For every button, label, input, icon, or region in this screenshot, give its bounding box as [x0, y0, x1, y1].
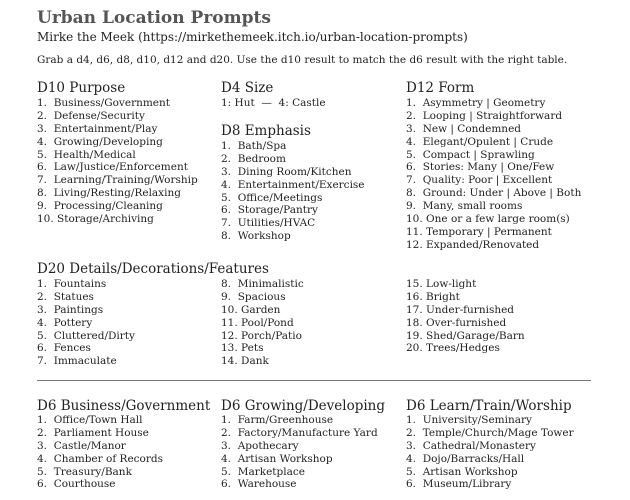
list-item: 4. Entertainment/Exercise: [221, 178, 365, 191]
list-item: 1. Office/Town Hall: [37, 414, 143, 426]
list-item: 1. Business/Government: [37, 97, 170, 109]
list-item: 2. Temple/Church/Mage Tower: [406, 426, 574, 439]
list-item: 5. Cluttered/Dirty: [37, 329, 135, 342]
list-item: 17. Under-furnished: [406, 303, 515, 316]
list-item: 20. Trees/Hedges: [406, 342, 500, 355]
list-item: 2. Bedroom: [221, 152, 286, 165]
list-item: 2. Defense/Security: [37, 109, 145, 122]
author-credit: Mirke the Meek (https://mirkethemeek.itch.io/urban-location-prompts): [37, 30, 468, 44]
list-item: 7. Learning/Training/Worship: [37, 174, 198, 187]
list-item: 18. Over-furnished: [406, 316, 507, 329]
list-item: 9. Many, small rooms: [406, 200, 523, 213]
list-item: 3. Castle/Manor: [37, 439, 126, 452]
list-item: 1. University/Seminary: [406, 414, 532, 426]
list-item: 3. New | Condemned: [406, 122, 522, 135]
list-item: 3. Entertainment/Play: [37, 122, 158, 135]
list-item: 2. Factory/Manufacture Yard: [221, 426, 378, 439]
list-item: 1. Fountains: [37, 278, 107, 290]
list-item: 6. Law/Justice/Enforcement: [37, 161, 188, 174]
list-item: 8. Living/Resting/Relaxing: [37, 187, 181, 200]
list-item: 6. Storage/Pantry: [221, 204, 318, 217]
d12-form-list: [406, 97, 581, 252]
list-item: 5. Compact | Sprawling: [406, 148, 535, 161]
list-item: 1. Farm/Greenhouse: [221, 414, 334, 426]
list-item: 7. Immaculate: [37, 355, 117, 368]
list-item: 4. Growing/Developing: [37, 135, 163, 148]
list-item: 2. Parliament House: [37, 426, 149, 439]
d6-growing-heading: D6 Growing/Developing: [221, 398, 385, 414]
list-item: 19. Shed/Garage/Barn: [406, 329, 525, 342]
list-item: 3. Apothecary: [221, 439, 299, 452]
list-item: 4. Chamber of Records: [37, 452, 163, 465]
list-item: 4. Dojo/Barracks/Hall: [406, 452, 525, 465]
list-item: 14. Dank: [221, 355, 269, 368]
list-item: 3. Paintings: [37, 303, 104, 316]
list-item: 5. Health/Medical: [37, 148, 136, 161]
d20-details-col1: [37, 278, 135, 368]
list-item: 3. Dining Room/Kitchen: [221, 165, 352, 178]
list-item: 6. Museum/Library: [406, 478, 512, 491]
list-item: 1. Asymmetry | Geometry: [406, 97, 546, 109]
list-item: 5. Treasury/Bank: [37, 465, 132, 478]
list-item: 1. Bath/Spa: [221, 140, 287, 152]
list-item: 1: Hut — 4: Castle: [221, 97, 326, 109]
list-item: 12. Porch/Patio: [221, 329, 302, 342]
d10-purpose-heading: D10 Purpose: [37, 80, 126, 96]
list-item: 5. Marketplace: [221, 465, 305, 478]
list-item: 3. Cathedral/Monastery: [406, 439, 536, 452]
list-item: 4. Pottery: [37, 316, 93, 329]
list-item: 2. Statues: [37, 290, 94, 303]
d6-business-heading: D6 Business/Government: [37, 398, 211, 414]
list-item: 5. Artisan Workshop: [406, 465, 518, 478]
list-item: 11. Pool/Pond: [221, 316, 294, 329]
d20-details-col3: [406, 278, 525, 355]
list-item: 4. Elegant/Opulent | Crude: [406, 135, 554, 148]
d12-form-heading: D12 Form: [406, 80, 475, 96]
list-item: 7. Utilities/HVAC: [221, 217, 316, 230]
list-item: 9. Processing/Cleaning: [37, 200, 163, 213]
d6-learn-heading: D6 Learn/Train/Worship: [406, 398, 572, 414]
d4-size-heading: D4 Size: [221, 80, 274, 96]
list-item: 7. Quality: Poor | Excellent: [406, 174, 553, 187]
d4-size-list: [221, 97, 326, 110]
list-item: 10. One or a few large room(s): [406, 213, 570, 226]
list-item: 6. Warehouse: [221, 478, 297, 491]
list-item: 6. Stories: Many | One/Few: [406, 161, 555, 174]
list-item: 8. Ground: Under | Above | Both: [406, 187, 582, 200]
d20-details-col2: [221, 278, 304, 368]
d6-learn-list: [406, 414, 574, 491]
list-item: 13. Pets: [221, 342, 264, 355]
list-item: 12. Expanded/Renovated: [406, 238, 540, 251]
list-item: 2. Looping | Straightforward: [406, 109, 563, 122]
list-item: 11. Temporary | Permanent: [406, 225, 552, 238]
list-item: 16. Bright: [406, 290, 460, 303]
list-item: 4. Artisan Workshop: [221, 452, 333, 465]
d6-business-list: [37, 414, 163, 491]
d8-emphasis-heading: D8 Emphasis: [221, 123, 311, 139]
list-item: 15. Low-light: [406, 278, 477, 290]
list-item: 10. Garden: [221, 303, 281, 316]
list-item: 6. Fences: [37, 342, 91, 355]
list-item: 6. Courthouse: [37, 478, 116, 491]
d20-details-heading: D20 Details/Decorations/Features: [37, 261, 269, 277]
list-item: 5. Office/Meetings: [221, 191, 323, 204]
list-item: 8. Workshop: [221, 230, 291, 243]
d8-emphasis-list: [221, 140, 365, 243]
page-title: Urban Location Prompts: [37, 8, 271, 28]
section-divider: [37, 380, 591, 381]
list-item: 10. Storage/Archiving: [37, 213, 154, 226]
list-item: 9. Spacious: [221, 290, 286, 303]
d10-purpose-list: [37, 97, 198, 226]
d6-growing-list: [221, 414, 378, 491]
intro-text: Grab a d4, d6, d8, d10, d12 and d20. Use the d10 result to match the d6 result with the right table.: [37, 54, 568, 66]
list-item: 8. Minimalistic: [221, 278, 304, 290]
